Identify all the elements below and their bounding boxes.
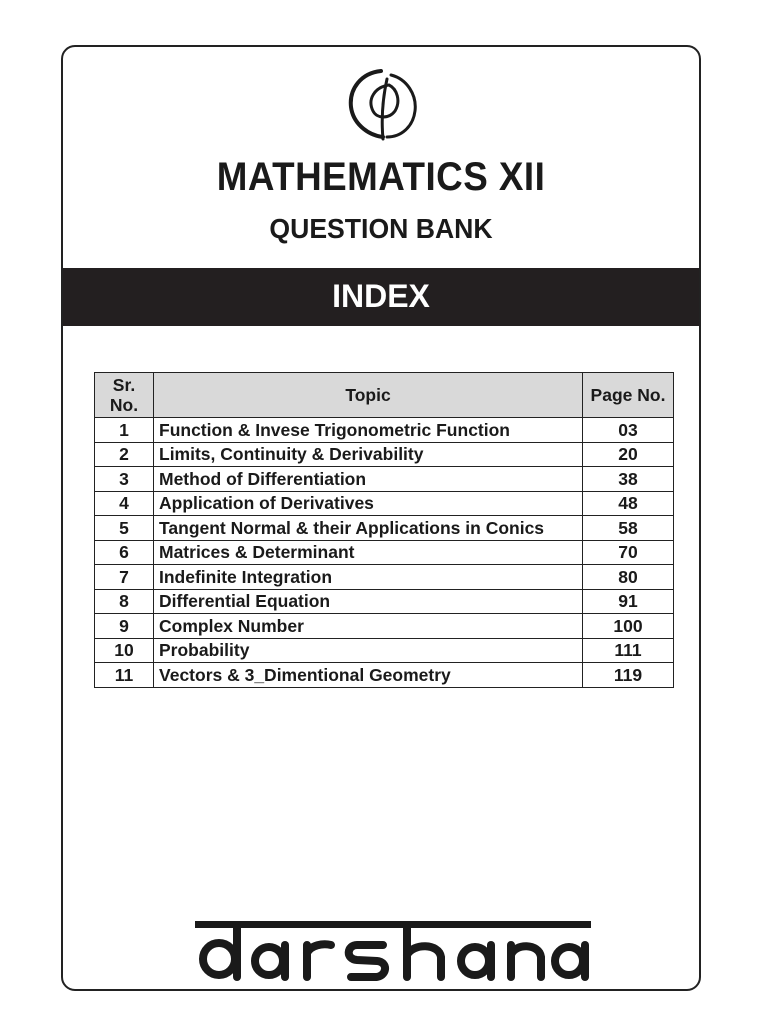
- row-page-no: 03: [583, 418, 674, 443]
- row-page-no: 100: [583, 614, 674, 639]
- row-sr-no: 11: [95, 663, 154, 688]
- stylized-phi-icon: [343, 65, 423, 145]
- column-header-sr-no: Sr. No.: [95, 373, 154, 418]
- row-topic: Vectors & 3_Dimentional Geometry: [154, 663, 583, 688]
- table-row: [95, 467, 674, 492]
- column-header-page-no: Page No.: [583, 373, 674, 418]
- row-page-no: 20: [583, 442, 674, 467]
- row-topic: Application of Derivatives: [154, 491, 583, 516]
- index-heading: INDEX: [332, 278, 430, 314]
- table-row: [95, 418, 674, 443]
- row-page-no: 80: [583, 565, 674, 590]
- table-row: [95, 540, 674, 565]
- row-sr-no: 9: [95, 614, 154, 639]
- row-sr-no: 6: [95, 540, 154, 565]
- table-row: [95, 638, 674, 663]
- table-row: [95, 565, 674, 590]
- row-sr-no: 1: [95, 418, 154, 443]
- table-header-row: [95, 373, 674, 418]
- index-table: [94, 372, 674, 688]
- row-topic: Function & Invese Trigonometric Function: [154, 418, 583, 443]
- row-page-no: 70: [583, 540, 674, 565]
- darshana-wordmark-logo: [193, 915, 593, 985]
- row-topic: Matrices & Determinant: [154, 540, 583, 565]
- document-title: MATHEMATICS XII: [216, 155, 546, 199]
- document-subtitle: QUESTION BANK: [269, 213, 493, 244]
- row-topic: Method of Differentiation: [154, 467, 583, 492]
- row-page-no: 48: [583, 491, 674, 516]
- table-row: [95, 491, 674, 516]
- row-sr-no: 5: [95, 516, 154, 541]
- row-page-no: 58: [583, 516, 674, 541]
- row-page-no: 91: [583, 589, 674, 614]
- column-header-topic: Topic: [154, 373, 583, 418]
- row-sr-no: 8: [95, 589, 154, 614]
- table-row: [95, 442, 674, 467]
- table-row: [95, 589, 674, 614]
- row-topic: Complex Number: [154, 614, 583, 639]
- row-topic: Differential Equation: [154, 589, 583, 614]
- row-sr-no: 3: [95, 467, 154, 492]
- row-page-no: 38: [583, 467, 674, 492]
- row-page-no: 111: [583, 638, 674, 663]
- index-heading-bar: [63, 268, 699, 326]
- row-page-no: 119: [583, 663, 674, 688]
- table-row: [95, 516, 674, 541]
- table-row: [95, 663, 674, 688]
- row-topic: Tangent Normal & their Applications in Conics: [154, 516, 583, 541]
- row-sr-no: 7: [95, 565, 154, 590]
- row-topic: Indefinite Integration: [154, 565, 583, 590]
- row-sr-no: 2: [95, 442, 154, 467]
- row-topic: Probability: [154, 638, 583, 663]
- row-topic: Limits, Continuity & Derivability: [154, 442, 583, 467]
- table-row: [95, 614, 674, 639]
- row-sr-no: 10: [95, 638, 154, 663]
- page-frame: [61, 45, 701, 991]
- row-sr-no: 4: [95, 491, 154, 516]
